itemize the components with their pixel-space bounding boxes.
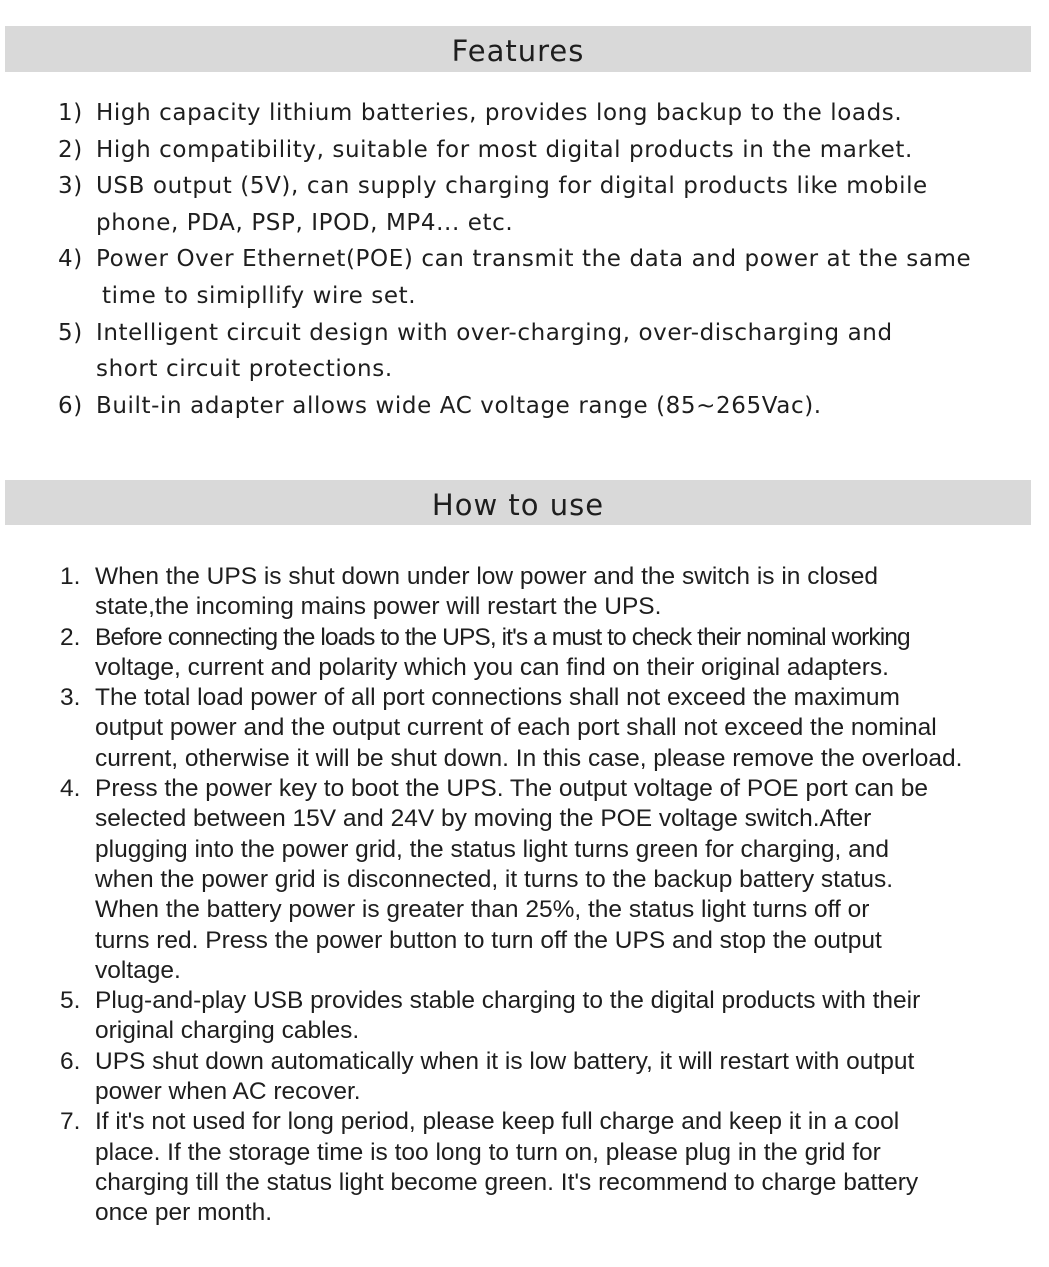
feature-text: USB output (5V), can supply charging for digital products like mobile xyxy=(96,173,928,200)
step-item xyxy=(60,1047,1049,1108)
step-text: once per month. xyxy=(95,1199,273,1227)
step-text: Plug-and-play USB provides stable charging to the digital products with their xyxy=(95,987,921,1015)
step-item xyxy=(60,986,1049,1047)
feature-text: short circuit protections. xyxy=(96,356,393,383)
step-text: state,the incoming mains power will restart the UPS. xyxy=(95,593,662,621)
step-text: plugging into the power grid, the status light turns green for charging, and xyxy=(95,835,890,863)
feature-item xyxy=(58,315,1048,388)
step-text: power when AC recover. xyxy=(95,1078,361,1106)
feature-text: Intelligent circuit design with over-charging, over-discharging and xyxy=(96,319,893,346)
feature-item xyxy=(58,95,1048,132)
feature-text: phone, PDA, PSP, IPOD, MP4... etc. xyxy=(96,209,514,236)
step-text: when the power grid is disconnected, it turns to the backup battery status. xyxy=(95,865,894,893)
step-text: voltage. xyxy=(95,956,181,984)
step-text: If it's not used for long period, please keep full charge and keep it in a cool xyxy=(95,1108,900,1136)
features-title: Features xyxy=(451,34,585,68)
feature-item xyxy=(58,132,1048,169)
how-to-use-list xyxy=(60,562,1049,1229)
feature-number: 5) xyxy=(58,319,83,346)
step-text: Before connecting the loads to the UPS, it's a must to check their nominal working xyxy=(95,623,910,651)
step-item xyxy=(60,683,1049,774)
step-item xyxy=(60,774,1049,986)
feature-item xyxy=(58,168,1048,241)
step-text: voltage, current and polarity which you can find on their original adapters. xyxy=(95,653,889,681)
feature-text: High capacity lithium batteries, provides long backup to the loads. xyxy=(96,100,903,126)
features-header xyxy=(5,26,1031,72)
step-number: 6. xyxy=(60,1047,81,1075)
step-text: turns red. Press the power button to turn off the UPS and stop the output xyxy=(95,926,882,954)
step-number: 1. xyxy=(60,563,81,590)
feature-text: High compatibility, suitable for most digital products in the market. xyxy=(96,136,913,163)
feature-number: 3) xyxy=(58,173,83,200)
step-text: UPS shut down automatically when it is low battery, it will restart with output xyxy=(95,1047,915,1075)
feature-text: Power Over Ethernet(POE) can transmit the data and power at the same xyxy=(96,246,972,273)
features-list xyxy=(58,95,1048,424)
step-text: Press the power key to boot the UPS. The output voltage of POE port can be xyxy=(95,775,929,803)
step-item xyxy=(60,623,1049,684)
feature-number: 1) xyxy=(58,100,83,126)
step-item xyxy=(60,1107,1049,1228)
feature-number: 2) xyxy=(58,136,83,163)
feature-text: Built-in adapter allows wide AC voltage range (85~265Vac). xyxy=(96,392,822,419)
feature-text: time to simipllify wire set. xyxy=(102,282,417,309)
step-text: The total load power of all port connections shall not exceed the maximum xyxy=(95,684,900,712)
feature-item xyxy=(58,388,1048,425)
how-to-use-header xyxy=(5,480,1031,525)
feature-number: 6) xyxy=(58,392,83,419)
step-number: 2. xyxy=(60,623,81,651)
step-number: 5. xyxy=(60,987,81,1015)
step-item xyxy=(60,562,1049,623)
how-to-use-title: How to use xyxy=(431,488,605,522)
step-text: charging till the status light become green. It's recommend to charge battery xyxy=(95,1168,919,1196)
step-text: selected between 15V and 24V by moving the POE voltage switch.After xyxy=(95,805,872,833)
step-number: 4. xyxy=(60,775,81,803)
step-number: 3. xyxy=(60,684,81,712)
step-text: When the UPS is shut down under low power and the switch is in closed xyxy=(95,563,879,590)
step-text: place. If the storage time is too long to turn on, please plug in the grid for xyxy=(95,1138,881,1166)
feature-item xyxy=(58,241,1048,314)
step-number: 7. xyxy=(60,1108,81,1136)
step-text: original charging cables. xyxy=(95,1017,360,1045)
feature-number: 4) xyxy=(58,246,83,273)
step-text: current, otherwise it will be shut down. In this case, please remove the overload. xyxy=(95,744,963,772)
step-text: output power and the output current of each port shall not exceed the nominal xyxy=(95,714,937,742)
step-text: When the battery power is greater than 25%, the status light turns off or xyxy=(95,896,870,924)
